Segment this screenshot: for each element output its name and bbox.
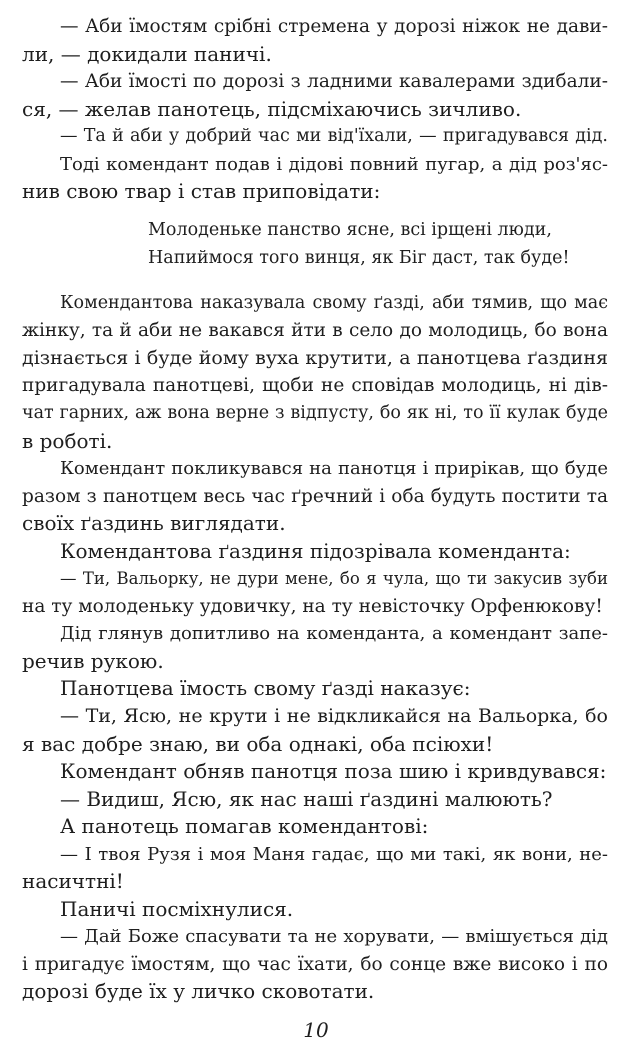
- text-line: ся, — желав панотець, підсміхаючись зичливо.: [22, 96, 522, 121]
- text-line: — Та й аби у добрий час ми від'їхали, — пригадувався дід.: [60, 126, 608, 147]
- text-line: я вас добре знаю, ви оба однакі, оба псіюхи!: [22, 731, 494, 756]
- text-line: своїх ґаздинь виглядати.: [22, 511, 286, 536]
- text-line: Панотцева їмость свому ґазді наказує:: [60, 676, 471, 701]
- text-line: Дід глянув допитливо на коменданта, а комендант запе-: [60, 623, 608, 645]
- text-line: — Дай Боже спасувати та не хорувати, — вмішується дід: [60, 926, 608, 948]
- text-line: на ту молоденьку удовичку, на ту невісточку Орфенюкову!: [22, 595, 603, 617]
- text-line: — Аби їмості по дорозі з ладними кавалерами здибали-: [60, 71, 608, 93]
- text-line: насичтні!: [22, 869, 124, 894]
- text-line: ли, — докидали паничі.: [22, 41, 272, 66]
- verse-line: Молоденьке панство ясне, всі ірщені люди,: [148, 219, 552, 240]
- text-line: нив свою твар і став приповідати:: [22, 179, 381, 204]
- text-line: речив рукою.: [22, 648, 164, 673]
- text-line: і пригадує їмостям, що час їхати, бо сонце вже високо і по: [22, 953, 608, 975]
- text-line: А панотець помагав комендантові:: [60, 814, 429, 839]
- text-line: разом з панотцем весь час ґречний і оба будуть постити та: [22, 485, 608, 507]
- verse-line: Напиймося того винця, як Біг даст, так буде!: [148, 247, 570, 268]
- text-line: жінку, та й аби не вакався йти в село до молодиць, бо вона: [22, 320, 608, 342]
- text-line: — І твоя Рузя і моя Маня гадає, що ми такі, як вони, не-: [60, 843, 608, 865]
- text-line: Комендантова ґаздиня підозрівала коменданта:: [60, 538, 571, 563]
- text-line: дорозі буде їх у личко сковотати.: [22, 979, 375, 1004]
- text-line: — Видиш, Ясю, як нас наші ґаздині малюють?: [60, 786, 553, 811]
- text-line: Паничі посміхнулися.: [60, 896, 294, 921]
- text-line: — Аби їмостям срібні стремена у дорозі ніжок не дави-: [60, 16, 608, 37]
- text-line: дізнається і буде йому вуха крутити, а панотцева ґаздиня: [22, 346, 608, 369]
- page-number: 10: [303, 1018, 329, 1042]
- text-line: в роботі.: [22, 428, 113, 453]
- text-line: Тоді комендант подав і дідові повний пугар, а дід роз'яс-: [60, 153, 608, 175]
- text-line: Комендант обняв панотця поза шию і кривдувався:: [60, 759, 607, 784]
- text-line: пригадувала панотцеві, щоби не сповідав молодиць, ні дів-: [22, 375, 608, 397]
- text-line: Комендант покликувався на панотця і прирікав, що буде: [60, 458, 608, 480]
- text-line: — Ти, Вальорку, не дури мене, бо я чула, що ти закусив зуби: [60, 569, 608, 589]
- text-line: Комендантова наказувала свому ґазді, аби тямив, що має: [60, 292, 608, 313]
- text-line: — Ти, Ясю, не крути і не відкликайся на Вальорка, бо: [60, 705, 608, 727]
- text-line: чат гарних, аж вона верне з відпусту, бо як ні, то її кулак буде: [22, 403, 608, 423]
